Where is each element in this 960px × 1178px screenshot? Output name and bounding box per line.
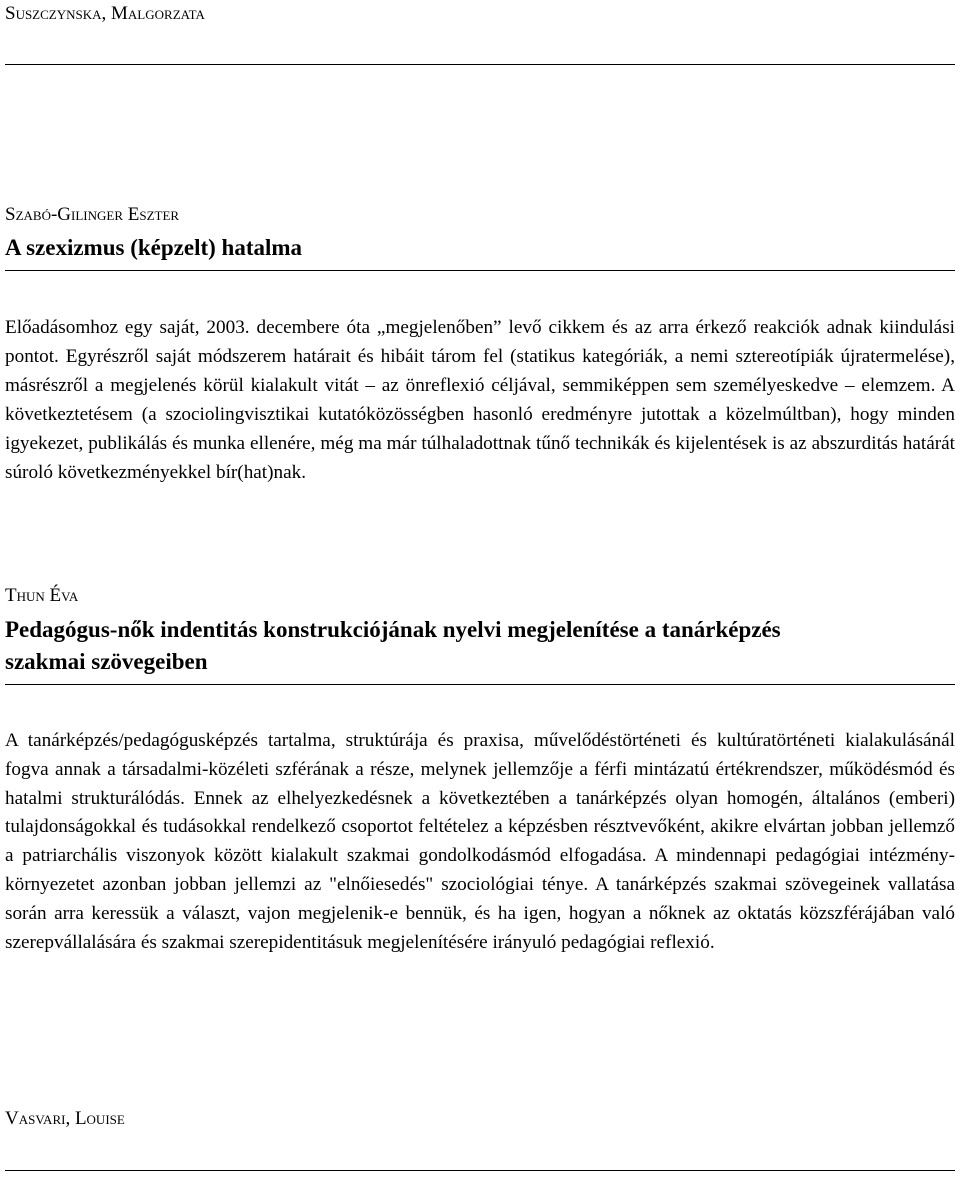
author-name: Thun Éva — [5, 585, 79, 606]
paper-abstract: A tanárképzés/pedagógusképzés tartalma, struktúrája és praxisa, művelődéstörténeti és kultúratörténeti kialakulásánál fogva annak a társadalmi-közéleti szférának a része, melynek jellemzője a férfi mintázatú értékrendszer, működésmód és hatalmi strukturálódás. Ennek az elhelyezkedésnek a következtében a tanárképzés olyan homogén, általános (emberi) tulajdonságokkal és tudásokkal rendelkező csoportot feltételez a képzésben résztvevőként, akikre elvártan jobban jellemző a patriarchális viszonyok között kialakult szakmai gondolkodásmód elfogadása. A mindennapi pedagógiai intézmény-környezetet azonban jobban jellemzi az "elnőiesedés" szociológiai ténye. A tanárképzés szakmai szövegeinek vallatása során arra keressük a választ, vajon megjelenik-e bennük, és ha igen, hogyan a nőknek az oktatás közszférájában való szerepvállalására és szakmai szerepidentitásuk megjelenítésére irányuló pedagógiai reflexió. — [5, 730, 955, 953]
author-name: Vasvari, Louise — [5, 1108, 125, 1129]
author-name: Suszczynska, Malgorzata — [5, 3, 205, 24]
paper-abstract: Előadásomhoz egy saját, 2003. decembere óta „megjelenőben” levő cikkem és az arra érkező reakciók adnak kiindulási pontot. Egyrészről saját módszerem határait és hibáit tárom fel (statikus kategóriák, a nemi sztereotípiák újratermelése), másrészről a megjelenés körül kialakult vitát – az önreflexió céljával, semmiképpen sem személyeskedve – elemzem. A következtetésem (a szociolingvisztikai kutatóközösségben hasonló eredményre jutottak a közelmúltban), hogy minden igyekezet, publikálás és munka ellenére, még ma már túlhaladottnak tűnő technikák és kijelentések is az abszurditás határát súroló következményekkel bír(hat)nak. — [5, 317, 955, 483]
entry-szabo-gilinger — [5, 204, 955, 264]
entry-vasvari — [5, 1108, 955, 1130]
author-name: Szabó-Gilinger Eszter — [5, 204, 180, 225]
paper-title: A szexizmus (képzelt) hatalma — [5, 235, 303, 260]
separator-rule — [5, 64, 955, 65]
separator-rule — [5, 1170, 955, 1171]
entry-suszczynska — [5, 3, 955, 25]
separator-rule — [5, 684, 955, 685]
paper-title: Pedagógus-nők indentitás konstrukciójának nyelvi megjelenítése a tanárképzés szakmai szövegeiben — [5, 617, 781, 674]
separator-rule — [5, 270, 955, 271]
entry-thun — [5, 585, 955, 678]
